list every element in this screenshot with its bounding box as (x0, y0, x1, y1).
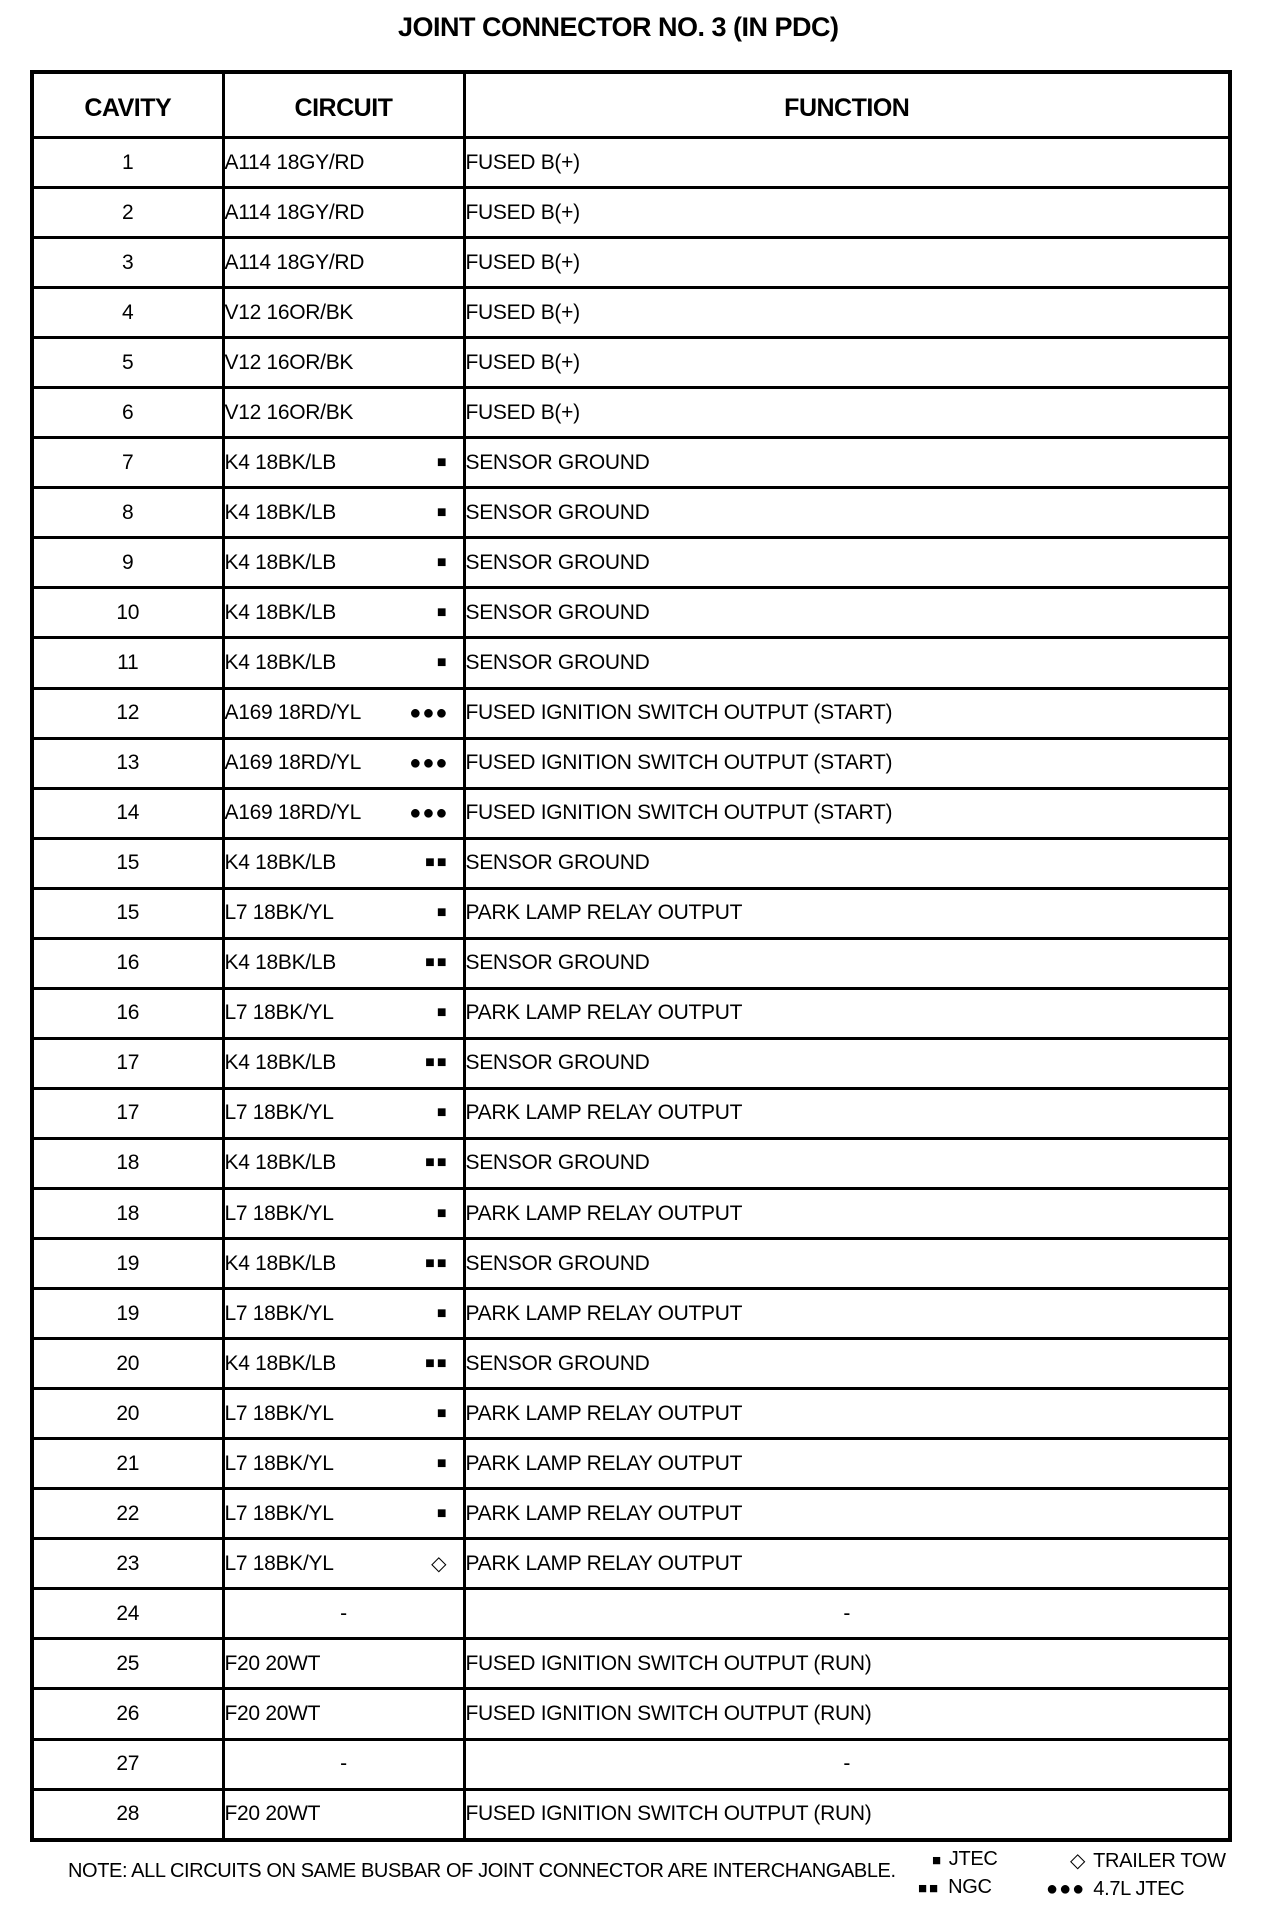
function-cell: PARK LAMP RELAY OUTPUT (464, 1439, 1230, 1489)
single-square-icon: ■ (436, 1504, 449, 1522)
table-row (32, 1789, 1230, 1840)
function-cell: SENSOR GROUND (464, 538, 1230, 588)
function-cell: FUSED B(+) (464, 288, 1230, 338)
header-function: FUNCTION (464, 72, 1230, 138)
legend-ngc-label: NGC (948, 1876, 992, 1898)
connector-table (30, 70, 1232, 1842)
function-cell: FUSED IGNITION SWITCH OUTPUT (START) (464, 688, 1230, 738)
table-row (32, 538, 1230, 588)
circuit-code: V12 16OR/BK (224, 300, 354, 324)
table-row (32, 338, 1230, 388)
circuit-code: K4 18BK/LB (224, 1251, 336, 1275)
triple-dot-icon: ●●● (409, 752, 449, 775)
circuit-cell (223, 1739, 464, 1789)
function-cell: FUSED B(+) (464, 188, 1230, 238)
double-square-icon: ■■ (425, 1354, 449, 1372)
table-row (32, 1389, 1230, 1439)
table-row (32, 888, 1230, 938)
circuit-code: L7 18BK/YL (224, 1401, 334, 1425)
function-cell: SENSOR GROUND (464, 938, 1230, 988)
cavity-cell: 16 (32, 988, 223, 1038)
circuit-code: A169 18RD/YL (224, 751, 361, 775)
table-row (32, 1539, 1230, 1589)
legend-jtec-47l (1046, 1878, 1184, 1901)
cavity-cell: 21 (32, 1439, 223, 1489)
circuit-cell (223, 488, 464, 538)
table-row (32, 1639, 1230, 1689)
document-title-text: JOINT CONNECTOR NO. 3 (IN PDC) (398, 12, 839, 42)
circuit-cell (223, 1289, 464, 1339)
circuit-cell (223, 188, 464, 238)
table-row (32, 738, 1230, 788)
circuit-code: K4 18BK/LB (224, 450, 336, 474)
circuit-cell (223, 138, 464, 188)
single-square-icon: ■ (436, 1404, 449, 1422)
circuit-cell (223, 1138, 464, 1188)
circuit-code: K4 18BK/LB (224, 851, 336, 875)
function-cell: FUSED IGNITION SWITCH OUTPUT (START) (464, 738, 1230, 788)
single-square-icon: ■ (436, 603, 449, 621)
function-cell: FUSED B(+) (464, 238, 1230, 288)
table-row (32, 1038, 1230, 1088)
circuit-code: A114 18GY/RD (224, 200, 365, 224)
circuit-code: F20 20WT (224, 1802, 321, 1826)
table-row (32, 1589, 1230, 1639)
table-row (32, 688, 1230, 738)
function-cell: PARK LAMP RELAY OUTPUT (464, 888, 1230, 938)
function-cell: FUSED IGNITION SWITCH OUTPUT (RUN) (464, 1689, 1230, 1739)
circuit-cell (223, 1789, 464, 1840)
table-row (32, 1439, 1230, 1489)
table-row (32, 588, 1230, 638)
table-row (32, 1088, 1230, 1138)
double-square-icon: ■■ (425, 954, 449, 972)
function-cell: SENSOR GROUND (464, 838, 1230, 888)
cavity-cell: 20 (32, 1339, 223, 1389)
circuit-cell (223, 1088, 464, 1138)
function-cell: PARK LAMP RELAY OUTPUT (464, 1088, 1230, 1138)
double-square-icon: ■■ (425, 1054, 449, 1072)
circuit-code: F20 20WT (224, 1651, 321, 1675)
function-cell: SENSOR GROUND (464, 1339, 1230, 1389)
function-cell: SENSOR GROUND (464, 438, 1230, 488)
circuit-cell (223, 738, 464, 788)
circuit-cell (223, 1589, 464, 1639)
table-row (32, 188, 1230, 238)
single-square-icon: ■ (436, 1454, 449, 1472)
triple-dot-icon: ●●● (409, 702, 449, 725)
table-row (32, 1188, 1230, 1238)
triple-dot-icon: ●●● (409, 802, 449, 825)
circuit-code: K4 18BK/LB (224, 1351, 336, 1375)
table-row (32, 438, 1230, 488)
circuit-cell (223, 438, 464, 488)
circuit-code: L7 18BK/YL (224, 1101, 334, 1125)
single-square-icon: ■ (436, 453, 449, 471)
table-row (32, 788, 1230, 838)
circuit-code: K4 18BK/LB (224, 600, 336, 624)
cavity-cell: 18 (32, 1138, 223, 1188)
cavity-cell: 9 (32, 538, 223, 588)
circuit-cell (223, 938, 464, 988)
single-square-icon: ■ (436, 1204, 449, 1222)
table-row (32, 1239, 1230, 1289)
function-cell: FUSED IGNITION SWITCH OUTPUT (RUN) (464, 1789, 1230, 1840)
circuit-code: L7 18BK/YL (224, 901, 334, 925)
circuit-cell (223, 288, 464, 338)
circuit-cell (223, 1038, 464, 1088)
function-cell: PARK LAMP RELAY OUTPUT (464, 1289, 1230, 1339)
triple-dot-icon: ●●● (1046, 1878, 1086, 1900)
cavity-cell: 24 (32, 1589, 223, 1639)
cavity-cell: 6 (32, 388, 223, 438)
single-square-icon: ■ (436, 1004, 449, 1022)
header-circuit: CIRCUIT (223, 72, 464, 138)
circuit-code: A169 18RD/YL (224, 801, 361, 825)
legend-trailer-tow-label: TRAILER TOW (1093, 1850, 1226, 1872)
circuit-cell (223, 1389, 464, 1439)
function-cell: PARK LAMP RELAY OUTPUT (464, 1188, 1230, 1238)
single-square-icon: ■ (436, 1104, 449, 1122)
circuit-code: K4 18BK/LB (224, 1151, 336, 1175)
cavity-cell: 15 (32, 888, 223, 938)
circuit-cell (223, 1689, 464, 1739)
cavity-cell: 26 (32, 1689, 223, 1739)
circuit-cell (223, 1439, 464, 1489)
cavity-cell: 19 (32, 1289, 223, 1339)
circuit-cell (223, 838, 464, 888)
legend-jtec-label: JTEC (948, 1848, 998, 1870)
table-row (32, 1289, 1230, 1339)
single-square-icon: ■ (932, 1852, 941, 1869)
function-cell: SENSOR GROUND (464, 1239, 1230, 1289)
circuit-code: L7 18BK/YL (224, 1001, 334, 1025)
circuit-code: A169 18RD/YL (224, 701, 361, 725)
circuit-code: - (340, 1752, 347, 1776)
table-row (32, 638, 1230, 688)
circuit-cell (223, 388, 464, 438)
single-square-icon: ■ (436, 904, 449, 922)
table-row (32, 138, 1230, 188)
single-square-icon: ■ (436, 653, 449, 671)
circuit-cell (223, 988, 464, 1038)
table-header-row (32, 72, 1230, 138)
circuit-code: A114 18GY/RD (224, 250, 365, 274)
circuit-cell (223, 1489, 464, 1539)
cavity-cell: 25 (32, 1639, 223, 1689)
function-cell: FUSED B(+) (464, 388, 1230, 438)
function-cell: SENSOR GROUND (464, 488, 1230, 538)
circuit-code: - (340, 1601, 347, 1625)
legend-trailer-tow (1070, 1848, 1226, 1873)
function-cell: PARK LAMP RELAY OUTPUT (464, 988, 1230, 1038)
cavity-cell: 20 (32, 1389, 223, 1439)
single-square-icon: ■ (436, 553, 449, 571)
interchangeable-note: NOTE: ALL CIRCUITS ON SAME BUSBAR OF JOINT CONNECTOR ARE INTERCHANGABLE. (68, 1860, 896, 1882)
table-row (32, 1339, 1230, 1389)
legend-ngc (918, 1876, 992, 1899)
double-square-icon: ■■ (425, 1154, 449, 1172)
circuit-cell (223, 1239, 464, 1289)
function-cell: SENSOR GROUND (464, 638, 1230, 688)
single-square-icon: ■ (436, 503, 449, 521)
circuit-code: L7 18BK/YL (224, 1201, 334, 1225)
circuit-code: L7 18BK/YL (224, 1501, 334, 1525)
cavity-cell: 13 (32, 738, 223, 788)
table-row (32, 238, 1230, 288)
function-cell: SENSOR GROUND (464, 588, 1230, 638)
circuit-cell (223, 638, 464, 688)
table-row (32, 1689, 1230, 1739)
circuit-cell (223, 688, 464, 738)
function-cell: - (464, 1739, 1230, 1789)
header-cavity: CAVITY (32, 72, 223, 138)
double-square-icon: ■■ (425, 854, 449, 872)
circuit-cell (223, 888, 464, 938)
table-body (32, 138, 1230, 1841)
circuit-code: K4 18BK/LB (224, 951, 336, 975)
cavity-cell: 22 (32, 1489, 223, 1539)
cavity-cell: 18 (32, 1188, 223, 1238)
circuit-cell (223, 588, 464, 638)
function-cell: FUSED B(+) (464, 138, 1230, 188)
diamond-icon: ◇ (431, 1552, 449, 1575)
function-cell: - (464, 1589, 1230, 1639)
table-row (32, 388, 1230, 438)
legend-jtec (932, 1848, 998, 1871)
function-cell: FUSED IGNITION SWITCH OUTPUT (START) (464, 788, 1230, 838)
function-cell: PARK LAMP RELAY OUTPUT (464, 1389, 1230, 1439)
circuit-cell (223, 1188, 464, 1238)
function-cell: FUSED IGNITION SWITCH OUTPUT (RUN) (464, 1639, 1230, 1689)
cavity-cell: 5 (32, 338, 223, 388)
cavity-cell: 2 (32, 188, 223, 238)
circuit-code: V12 16OR/BK (224, 400, 354, 424)
cavity-cell: 8 (32, 488, 223, 538)
circuit-cell (223, 1539, 464, 1589)
single-square-icon: ■ (436, 1304, 449, 1322)
circuit-cell (223, 1339, 464, 1389)
cavity-cell: 11 (32, 638, 223, 688)
circuit-code: V12 16OR/BK (224, 350, 354, 374)
table-row (32, 1489, 1230, 1539)
circuit-code: A114 18GY/RD (224, 150, 365, 174)
table-row (32, 988, 1230, 1038)
cavity-cell: 4 (32, 288, 223, 338)
cavity-cell: 3 (32, 238, 223, 288)
circuit-cell (223, 538, 464, 588)
table-row (32, 288, 1230, 338)
table-row (32, 488, 1230, 538)
cavity-cell: 15 (32, 838, 223, 888)
circuit-cell (223, 338, 464, 388)
function-cell: SENSOR GROUND (464, 1038, 1230, 1088)
table-row (32, 938, 1230, 988)
circuit-cell (223, 788, 464, 838)
circuit-code: L7 18BK/YL (224, 1551, 334, 1575)
circuit-cell (223, 1639, 464, 1689)
circuit-code: K4 18BK/LB (224, 500, 336, 524)
double-square-icon: ■■ (425, 1254, 449, 1272)
circuit-code: K4 18BK/LB (224, 650, 336, 674)
function-cell: PARK LAMP RELAY OUTPUT (464, 1539, 1230, 1589)
function-cell: SENSOR GROUND (464, 1138, 1230, 1188)
table-row (32, 838, 1230, 888)
cavity-cell: 19 (32, 1239, 223, 1289)
cavity-cell: 17 (32, 1038, 223, 1088)
cavity-cell: 10 (32, 588, 223, 638)
cavity-cell: 23 (32, 1539, 223, 1589)
cavity-cell: 27 (32, 1739, 223, 1789)
diamond-icon: ◇ (1070, 1850, 1086, 1872)
cavity-cell: 14 (32, 788, 223, 838)
double-square-icon: ■■ (918, 1880, 941, 1897)
circuit-code: K4 18BK/LB (224, 1051, 336, 1075)
legend-jtec-47l-label: 4.7L JTEC (1093, 1878, 1185, 1900)
cavity-cell: 28 (32, 1789, 223, 1840)
function-cell: PARK LAMP RELAY OUTPUT (464, 1489, 1230, 1539)
cavity-cell: 1 (32, 138, 223, 188)
cavity-cell: 7 (32, 438, 223, 488)
circuit-code: L7 18BK/YL (224, 1451, 334, 1475)
table-row (32, 1739, 1230, 1789)
function-cell: FUSED B(+) (464, 338, 1230, 388)
circuit-code: F20 20WT (224, 1701, 321, 1725)
circuit-code: L7 18BK/YL (224, 1301, 334, 1325)
circuit-cell (223, 238, 464, 288)
circuit-code: K4 18BK/LB (224, 550, 336, 574)
cavity-cell: 17 (32, 1088, 223, 1138)
cavity-cell: 16 (32, 938, 223, 988)
cavity-cell: 12 (32, 688, 223, 738)
table-row (32, 1138, 1230, 1188)
